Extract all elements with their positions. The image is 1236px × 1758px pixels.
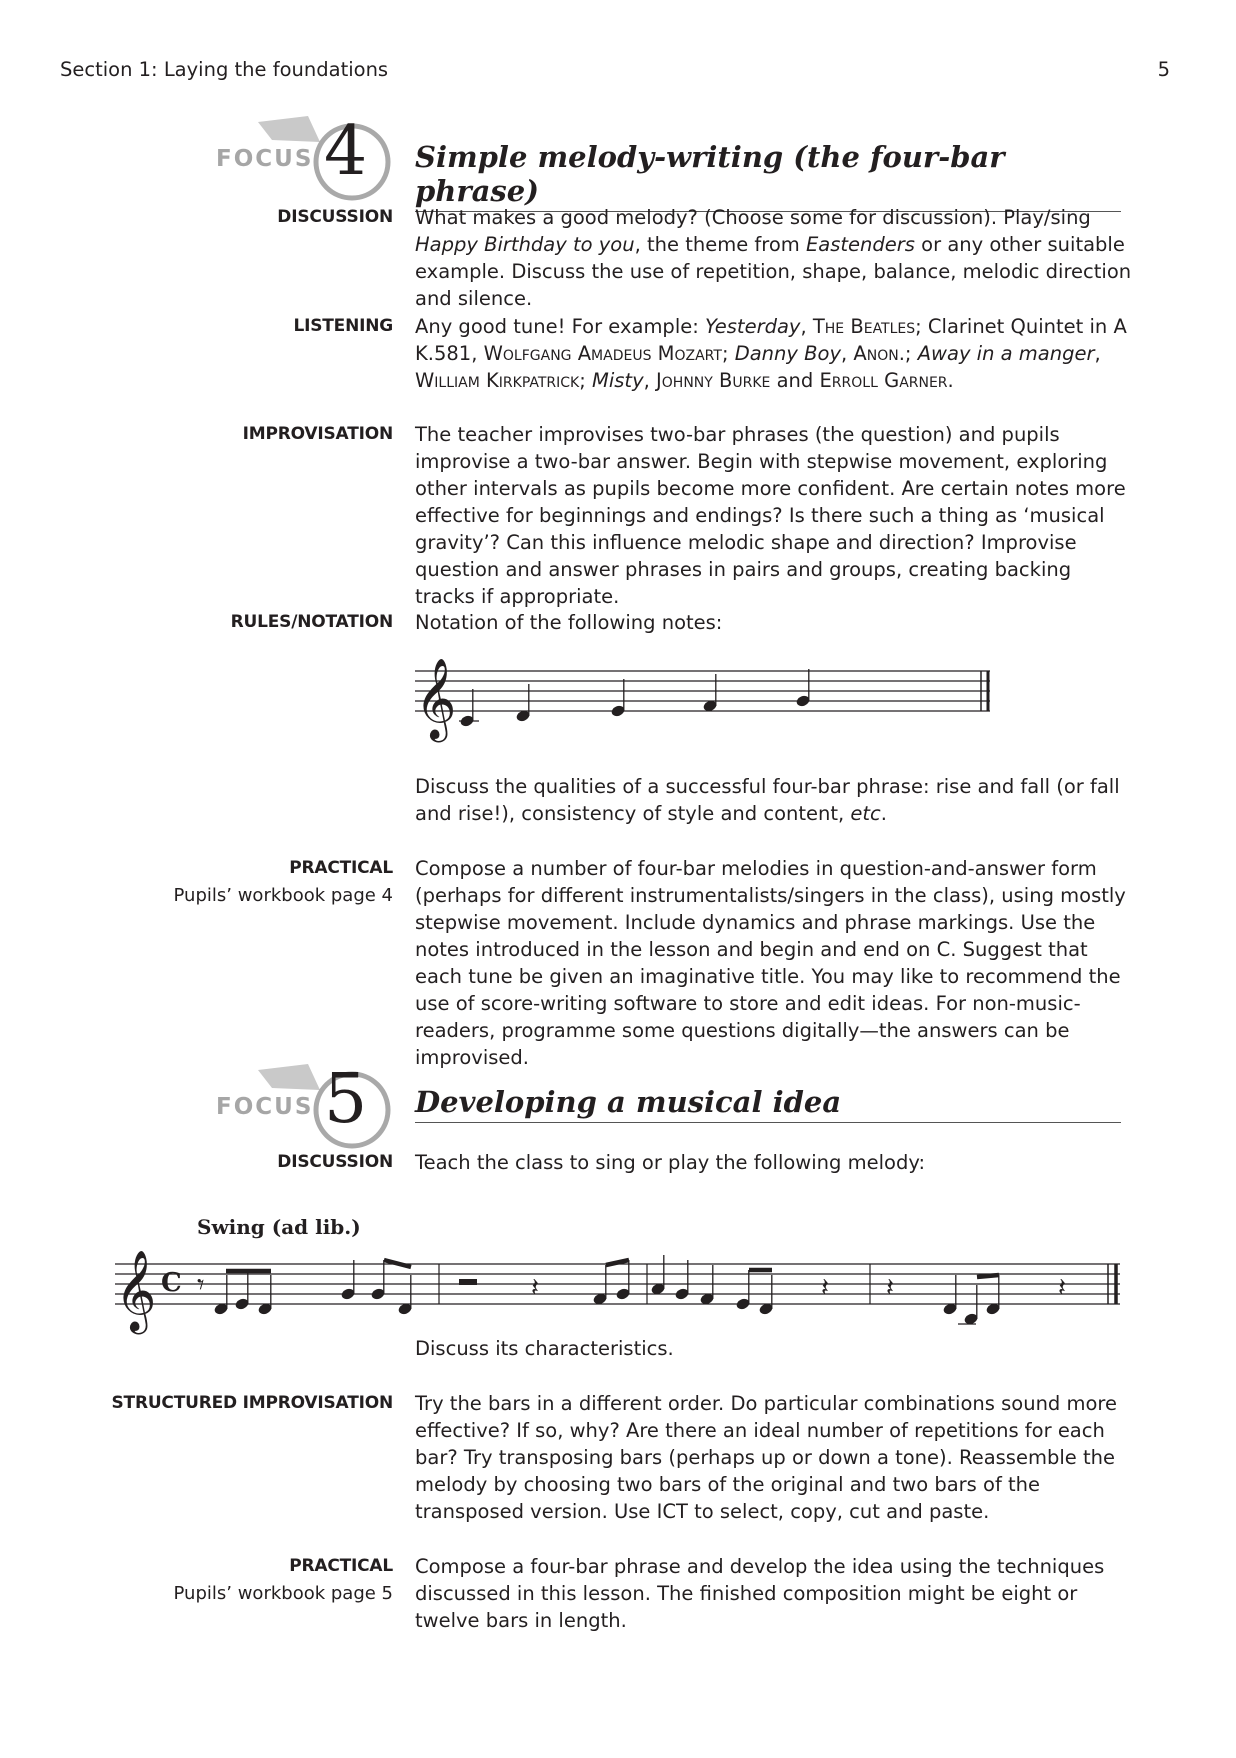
listening-text [415,313,1135,394]
title-run: Misty [592,369,644,392]
text-run: and [770,369,820,392]
practical-label: PRACTICAL [289,1556,393,1576]
focus-word: FOCUS [216,146,314,172]
half-rest [459,1279,477,1285]
section-label [231,609,393,636]
section-label [277,204,393,231]
focus-4-badge [212,112,412,204]
text-run: etc [850,802,881,825]
text-run: ; Clarinet Quintet in A K.581, [415,315,1127,365]
listening-label: LISTENING [293,316,393,336]
note-beam [977,1275,999,1277]
discussion-label: DISCUSSION [277,207,393,227]
focus-5-badge [212,1060,412,1152]
quarter-rest: 𝄽 [531,1273,539,1303]
section-label [243,421,393,448]
workbook-reference: Pupils’ workbook page 4 [173,885,393,906]
text-run: , [1094,342,1101,365]
note-group [213,1255,1066,1326]
text-run: ; [579,369,593,392]
eighth-rest: 𝄾 [197,1268,205,1301]
rules-after-text [415,773,1135,827]
text-run: or any other suitable example. Discuss the use of repetition, shape, balance, melodic direction and silence. [415,233,1132,310]
tempo-marking: Swing (ad lib.) [197,1215,361,1239]
melody-staff [115,1210,1125,1350]
composer-run: Erroll Garner [819,369,948,392]
common-time: C [161,1268,182,1298]
text-run: ; [904,342,918,365]
text-run: . [880,802,887,825]
title-run: Away in a manger [917,342,1095,365]
running-header-title: Section 1: Laying the foundations [60,58,389,81]
text-run: , the theme from [634,233,806,256]
discussion-text: Teach the class to sing or play the following melody: [415,1151,926,1174]
focus-5-title: Developing a musical idea [415,1085,1121,1123]
composer-run: The Beatles [812,315,916,338]
text-run: Discuss the qualities of a successful four-bar phrase: rise and fall (or fall and rise!), consistency of style and content, [415,775,1120,825]
text-run: , [841,342,854,365]
focus-number: 4 [324,112,368,191]
practical-text: Compose a four-bar phrase and develop the idea using the techniques discussed in this lesson. The finished composition might be eight or twelve bars in length. [415,1555,1105,1632]
quarter-rest: 𝄽 [1058,1273,1066,1303]
discussion-label: DISCUSSION [277,1152,393,1172]
section-label [174,855,393,909]
text-run: . [947,369,954,392]
title-run: Danny Boy [734,342,841,365]
improvisation-label: IMPROVISATION [242,424,393,444]
treble-clef: 𝄞 [415,657,457,739]
rules-intro-text: Notation of the following notes: [415,611,723,634]
section-label [112,1390,394,1417]
section-label [277,1149,393,1176]
composer-run: William Kirkpatrick [415,369,580,392]
notation-staff [415,650,995,750]
discussion-text [415,204,1135,312]
practical-label: PRACTICAL [289,858,393,878]
section-label [293,313,393,340]
discussion-after-text: Discuss its characteristics. [415,1337,674,1360]
composer-run: Wolfgang Amadeus Mozart [483,342,722,365]
title-run: Yesterday [705,315,801,338]
text-run: ; [721,342,735,365]
workbook-reference: Pupils’ workbook page 5 [173,1583,393,1604]
improvisation-text: The teacher improvises two-bar phrases (the question) and pupils improvise a two-bar answer. Begin with stepwise movement, exploring other intervals as pupils become more confident. Are certain notes more effective for beginnings and endings? Is there such a thing as ‘musical gravity’? Can this influence melodic shape and direction? Improvise question and answer phrases in pairs and groups, creating backing tracks if appropriate. [415,423,1126,608]
structured-improvisation-label: STRUCTURED IMPROVISATION [111,1393,393,1413]
treble-clef: 𝄞 [115,1249,157,1331]
composer-run: Anon. [853,342,905,365]
text-run: , [800,315,813,338]
structured-improvisation-text: Try the bars in a different order. Do particular combinations sound more effective? If so, why? Are there an ideal number of repetitions for each bar? Try transposing bars (perhaps up or down a tone). Reassemble the melody by choosing two bars of the original and two bars of the transposed version. Use ICT to select, copy, cut and paste. [415,1392,1118,1523]
text-run: What makes a good melody? (Choose some for discussion). Play/sing [415,206,1091,229]
quarter-rest: 𝄽 [886,1273,894,1303]
focus-word: FOCUS [216,1094,314,1120]
note-group [459,669,811,728]
text-run: Any good tune! For example: [415,315,705,338]
focus-number: 5 [324,1060,368,1139]
composer-run: Johnny Burke [656,369,771,392]
title-run: Eastenders [805,233,915,256]
text-run: , [643,369,657,392]
section-label [174,1553,393,1607]
title-run: Happy Birthday to you [415,233,635,256]
practical-text: Compose a number of four-bar melodies in question-and-answer form (perhaps for different instrumentalists/singers in the class), using mostly stepwise movement. Include dynamics and phrase markings. Use the notes introduced in the lesson and begin and end on C. Suggest that each tune be given an imaginative title. You may like to recommend the use of score-writing software to store and edit ideas. For non-music-readers, programme some questions digitally—the answers can be improvised. [415,857,1126,1069]
rules-notation-label: RULES/NOTATION [230,612,393,632]
page-number: 5 [1157,58,1170,81]
quarter-rest: 𝄽 [821,1273,829,1303]
focus-4-title: Simple melody-writing (the four-bar phrase) [415,140,1121,212]
